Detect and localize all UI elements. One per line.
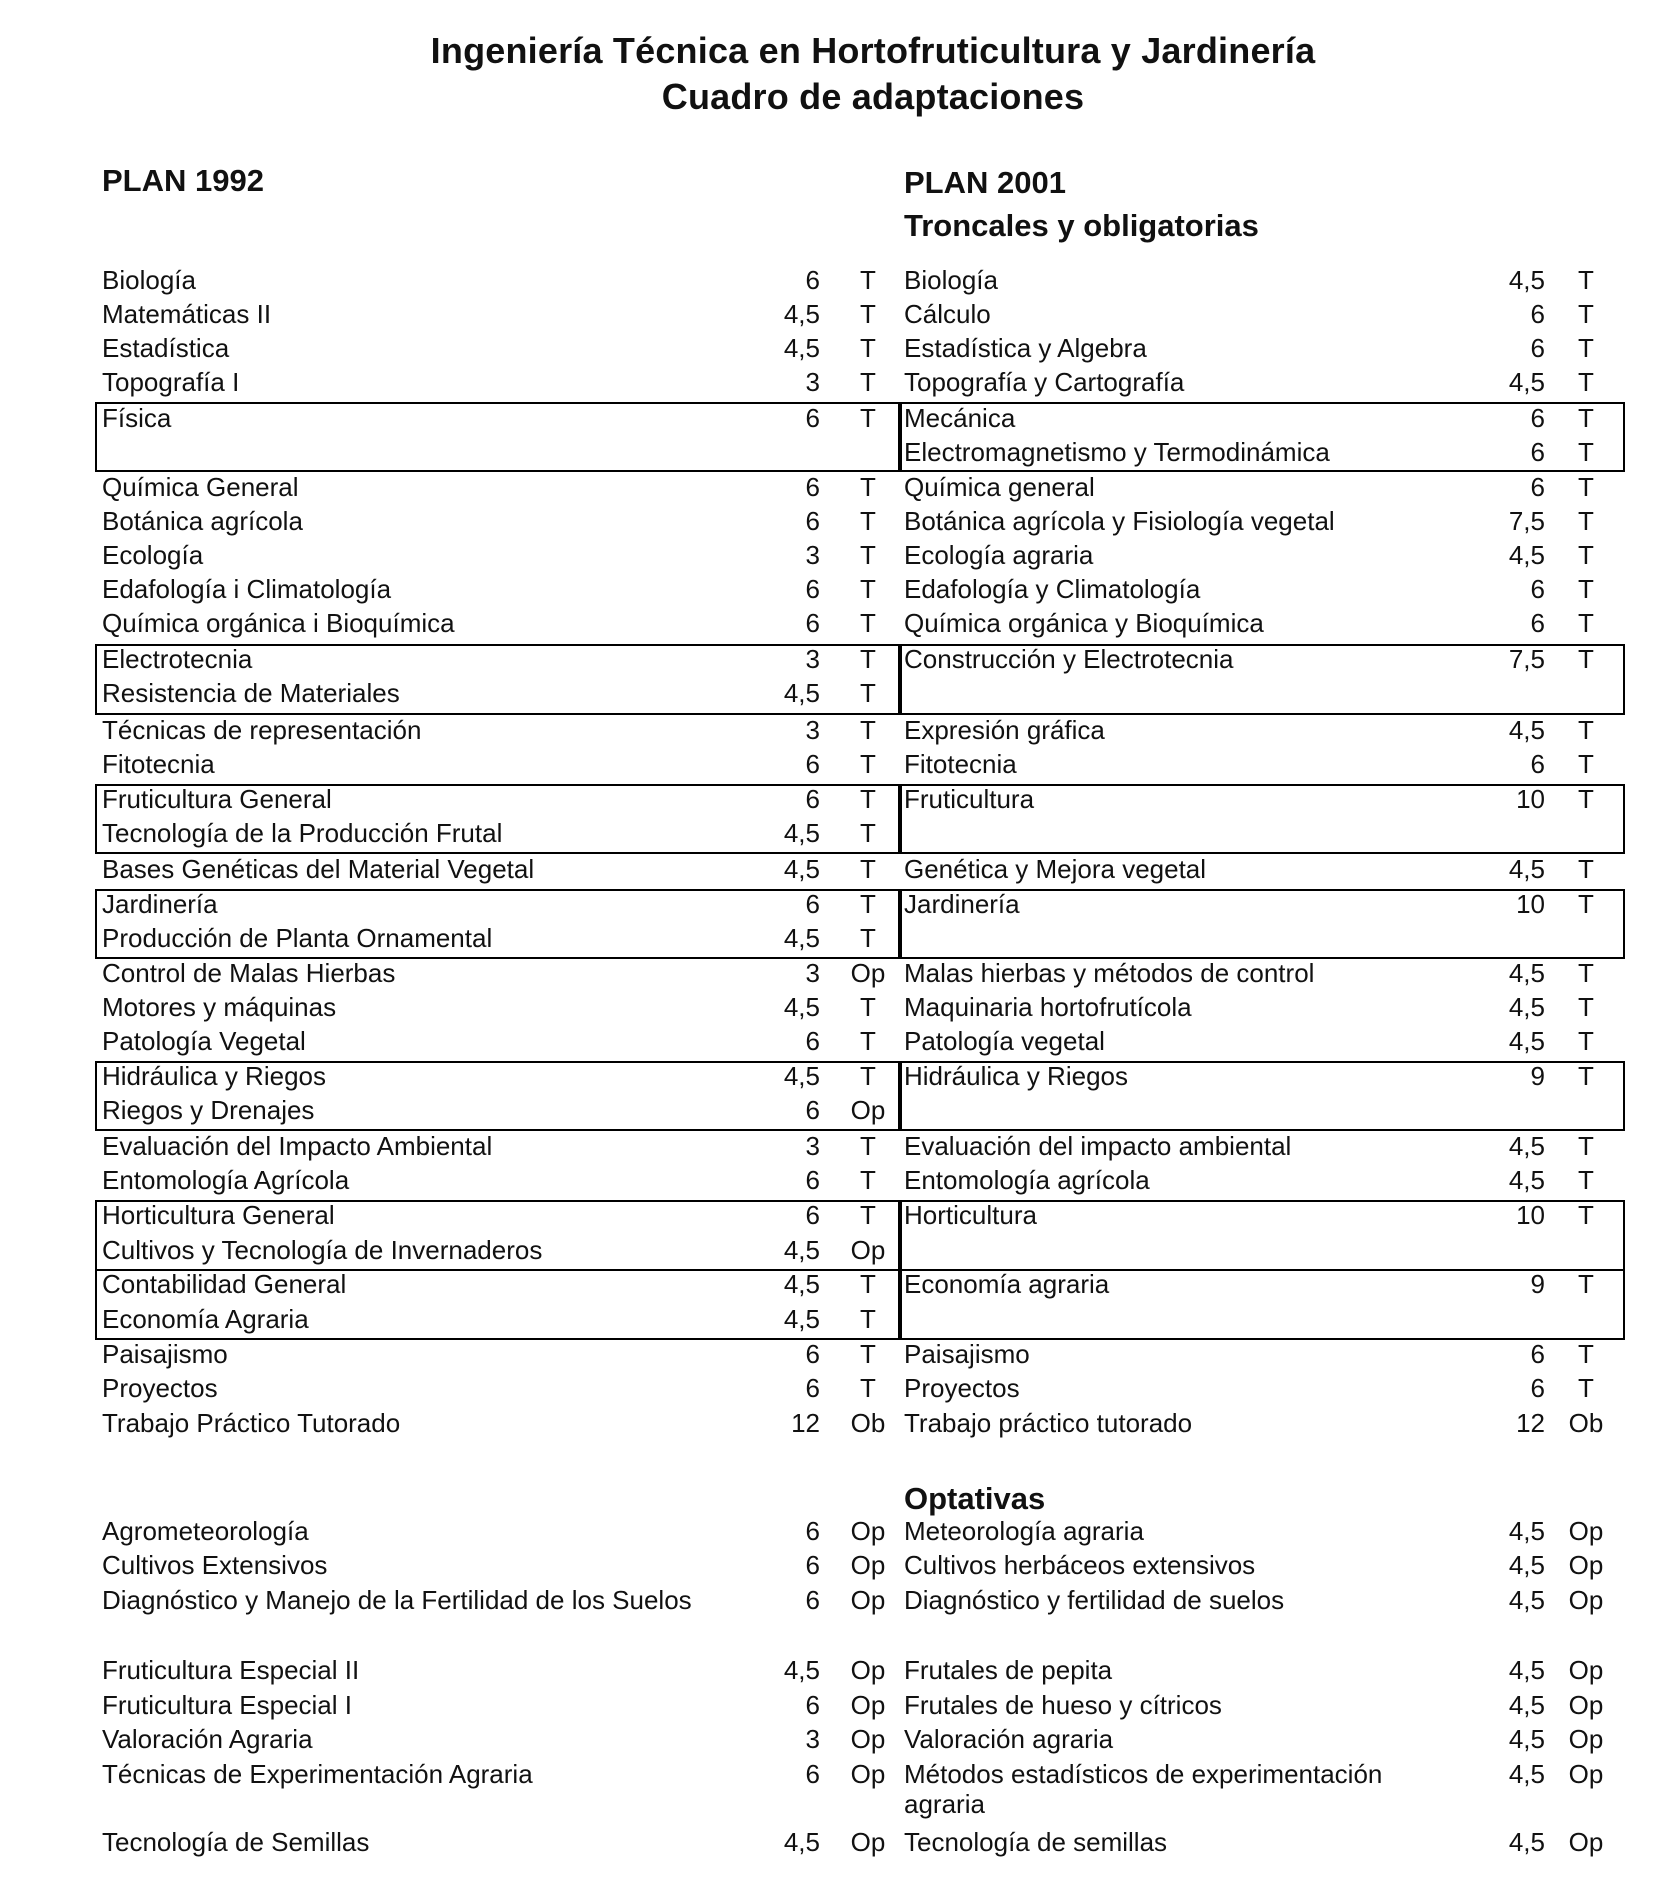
group-border xyxy=(95,889,900,959)
plan-2001-heading: PLAN 2001 xyxy=(904,165,1066,200)
plan1992-type: Op xyxy=(850,1724,886,1754)
group-border xyxy=(900,1269,1625,1340)
plan1992-credits: 3 xyxy=(805,1131,820,1161)
plan2001-type: T xyxy=(1578,854,1594,884)
optativas-row xyxy=(0,1724,1656,1758)
plan2001-type: T xyxy=(1578,1339,1594,1369)
document-title: Ingeniería Técnica en Hortofruticultura y Jardinería xyxy=(430,30,1316,71)
plan2001-type: T xyxy=(1578,299,1594,329)
plan2001-credits: 4,5 xyxy=(1508,1026,1545,1056)
plan2001-type: T xyxy=(1578,992,1594,1022)
optativas-heading: Optativas xyxy=(904,1481,1046,1516)
plan1992-subject: Cultivos y Tecnología de Invernaderos xyxy=(102,1235,543,1265)
optativas-row xyxy=(0,1759,1656,1819)
plan2001-credits: 6 xyxy=(1530,472,1545,502)
troncales-row xyxy=(0,715,1656,749)
plan1992-type: Ob xyxy=(850,1408,886,1438)
plan2001-credits: 4,5 xyxy=(1508,992,1545,1022)
plan2001-subject: Cultivos herbáceos extensivos xyxy=(904,1550,1256,1580)
plan1992-subject: Técnicas de Experimentación Agraria xyxy=(102,1759,533,1789)
plan2001-subject: Estadística y Algebra xyxy=(904,333,1147,363)
plan1992-subject: Fitotecnia xyxy=(102,749,215,779)
plan1992-subject: Física xyxy=(102,403,172,433)
plan2001-credits: 4,5 xyxy=(1508,1165,1545,1195)
plan1992-subject: Hidráulica y Riegos xyxy=(102,1061,326,1091)
plan1992-credits: 6 xyxy=(805,608,820,638)
plan2001-credits: 4,5 xyxy=(1508,265,1545,295)
plan1992-credits: 4,5 xyxy=(783,333,820,363)
plan1992-type: Op xyxy=(850,958,886,988)
troncales-row xyxy=(0,367,1656,401)
plan2001-subject: Genética y Mejora vegetal xyxy=(904,854,1207,884)
plan2001-subject: Química orgánica y Bioquímica xyxy=(904,608,1264,638)
plan1992-credits: 6 xyxy=(805,506,820,536)
plan1992-subject: Producción de Planta Ornamental xyxy=(102,923,493,953)
plan1992-subject: Cultivos Extensivos xyxy=(102,1550,328,1580)
plan1992-credits: 6 xyxy=(805,1550,820,1580)
plan2001-type: T xyxy=(1578,403,1594,433)
plan2001-subject: Maquinaria hortofrutícola xyxy=(904,992,1192,1022)
plan1992-type: T xyxy=(860,992,876,1022)
plan1992-type: T xyxy=(860,472,876,502)
plan2001-type: T xyxy=(1578,889,1594,919)
plan2001-subject: Frutales de hueso y cítricos xyxy=(904,1690,1222,1720)
plan1992-subject: Técnicas de representación xyxy=(102,715,422,745)
plan1992-credits: 6 xyxy=(805,784,820,814)
plan1992-credits: 6 xyxy=(805,889,820,919)
plan1992-credits: 6 xyxy=(805,1339,820,1369)
plan1992-credits: 3 xyxy=(805,367,820,397)
plan1992-type: T xyxy=(860,1026,876,1056)
plan1992-type: T xyxy=(860,367,876,397)
plan2001-type: Op xyxy=(1568,1516,1604,1546)
plan2001-type: T xyxy=(1578,574,1594,604)
plan1992-credits: 4,5 xyxy=(783,1235,820,1265)
troncales-row xyxy=(0,333,1656,367)
plan2001-type: T xyxy=(1578,715,1594,745)
plan1992-type: T xyxy=(860,1200,876,1230)
plan2001-credits: 4,5 xyxy=(1508,1759,1545,1789)
plan1992-subject: Resistencia de Materiales xyxy=(102,678,400,708)
plan2001-type: T xyxy=(1578,1165,1594,1195)
group-border xyxy=(900,889,1625,959)
plan2001-subject: Entomología agrícola xyxy=(904,1165,1150,1195)
plan2001-type: T xyxy=(1578,1269,1594,1299)
plan2001-subject: Fitotecnia xyxy=(904,749,1017,779)
plan1992-credits: 12 xyxy=(791,1408,820,1438)
plan1992-credits: 6 xyxy=(805,265,820,295)
plan1992-credits: 4,5 xyxy=(783,854,820,884)
plan2001-credits: 4,5 xyxy=(1508,1655,1545,1685)
plan2001-type: T xyxy=(1578,437,1594,467)
plan2001-type: T xyxy=(1578,333,1594,363)
plan2001-subject: Diagnóstico y fertilidad de suelos xyxy=(904,1585,1285,1615)
plan2001-subject: Horticultura xyxy=(904,1200,1037,1230)
plan2001-credits: 6 xyxy=(1530,437,1545,467)
plan2001-credits: 4,5 xyxy=(1508,958,1545,988)
plan1992-type: T xyxy=(860,299,876,329)
plan1992-subject: Ecología xyxy=(102,540,204,570)
plan1992-subject: Trabajo Práctico Tutorado xyxy=(102,1408,401,1438)
plan1992-subject: Botánica agrícola xyxy=(102,506,303,536)
plan2001-credits: 6 xyxy=(1530,403,1545,433)
plan2001-subject: Construcción y Electrotecnia xyxy=(904,644,1234,674)
plan1992-subject: Fruticultura Especial II xyxy=(102,1655,360,1685)
plan2001-credits: 10 xyxy=(1516,1200,1545,1230)
plan1992-type: T xyxy=(860,574,876,604)
group-border xyxy=(95,1200,900,1271)
troncales-row xyxy=(0,506,1656,540)
plan2001-credits: 4,5 xyxy=(1508,1585,1545,1615)
plan1992-subject: Tecnología de la Producción Frutal xyxy=(102,818,503,848)
plan1992-credits: 6 xyxy=(805,1026,820,1056)
plan2001-credits: 4,5 xyxy=(1508,1690,1545,1720)
plan1992-credits: 6 xyxy=(805,1165,820,1195)
plan1992-credits: 6 xyxy=(805,1095,820,1125)
plan1992-credits: 6 xyxy=(805,749,820,779)
plan1992-type: T xyxy=(860,818,876,848)
troncales-row xyxy=(0,540,1656,574)
plan2001-type: T xyxy=(1578,608,1594,638)
plan2001-type: T xyxy=(1578,1373,1594,1403)
plan1992-subject: Edafología i Climatología xyxy=(102,574,392,604)
plan1992-credits: 4,5 xyxy=(783,1655,820,1685)
plan1992-type: Op xyxy=(850,1516,886,1546)
plan1992-type: T xyxy=(860,644,876,674)
plan2001-subject: Hidráulica y Riegos xyxy=(904,1061,1128,1091)
optativas-row xyxy=(0,1585,1656,1619)
plan1992-subject: Entomología Agrícola xyxy=(102,1165,350,1195)
troncales-row xyxy=(0,608,1656,642)
plan2001-type: Op xyxy=(1568,1724,1604,1754)
plan1992-credits: 6 xyxy=(805,1759,820,1789)
plan2001-subject: Jardinería xyxy=(904,889,1020,919)
group-border xyxy=(900,1061,1625,1131)
plan1992-type: Op xyxy=(850,1690,886,1720)
plan1992-type: Op xyxy=(850,1759,886,1789)
troncales-row xyxy=(0,1165,1656,1199)
plan1992-subject: Fruticultura Especial I xyxy=(102,1690,352,1720)
plan2001-subject: Métodos estadísticos de experimentación agraria xyxy=(904,1759,1383,1819)
plan1992-type: T xyxy=(860,749,876,779)
plan1992-type: Op xyxy=(850,1655,886,1685)
plan2001-type: Op xyxy=(1568,1655,1604,1685)
plan2001-credits: 4,5 xyxy=(1508,367,1545,397)
plan1992-subject: Bases Genéticas del Material Vegetal xyxy=(102,854,535,884)
plan1992-credits: 4,5 xyxy=(783,923,820,953)
plan2001-credits: 4,5 xyxy=(1508,1827,1545,1857)
plan1992-subject: Evaluación del Impacto Ambiental xyxy=(102,1131,493,1161)
plan1992-subject: Fruticultura General xyxy=(102,784,332,814)
plan1992-subject: Riegos y Drenajes xyxy=(102,1095,315,1125)
plan2001-subject: Cálculo xyxy=(904,299,991,329)
plan2001-type: Op xyxy=(1568,1585,1604,1615)
plan1992-type: T xyxy=(860,506,876,536)
plan1992-type: T xyxy=(860,608,876,638)
plan2001-type: T xyxy=(1578,472,1594,502)
plan2001-credits: 12 xyxy=(1516,1408,1545,1438)
troncales-row xyxy=(0,992,1656,1026)
troncales-row xyxy=(0,574,1656,608)
plan2001-type: T xyxy=(1578,367,1594,397)
group-border xyxy=(900,402,1625,472)
plan2001-type: T xyxy=(1578,265,1594,295)
plan2001-credits: 9 xyxy=(1530,1269,1545,1299)
plan1992-subject: Patología Vegetal xyxy=(102,1026,306,1056)
plan2001-type: T xyxy=(1578,1061,1594,1091)
plan1992-credits: 3 xyxy=(805,715,820,745)
plan1992-type: Op xyxy=(850,1827,886,1857)
plan2001-type: T xyxy=(1578,644,1594,674)
plan1992-subject: Proyectos xyxy=(102,1373,218,1403)
plan2001-credits: 6 xyxy=(1530,749,1545,779)
plan2001-subject: Biología xyxy=(904,265,998,295)
plan2001-credits: 6 xyxy=(1530,574,1545,604)
plan1992-subject: Química orgánica i Bioquímica xyxy=(102,608,455,638)
plan2001-subject: Fruticultura xyxy=(904,784,1035,814)
plan1992-credits: 4,5 xyxy=(783,1827,820,1857)
plan2001-type: Op xyxy=(1568,1827,1604,1857)
plan1992-subject: Agrometeorología xyxy=(102,1516,309,1546)
group-border xyxy=(900,1200,1625,1271)
plan1992-type: T xyxy=(860,784,876,814)
plan1992-credits: 6 xyxy=(805,403,820,433)
plan1992-credits: 4,5 xyxy=(783,1061,820,1091)
group-border xyxy=(95,644,900,715)
troncales-row xyxy=(0,1131,1656,1165)
plan1992-type: Op xyxy=(850,1095,886,1125)
plan2001-subject: Edafología y Climatología xyxy=(904,574,1201,604)
plan1992-subject: Paisajismo xyxy=(102,1339,228,1369)
plan1992-subject: Matemáticas II xyxy=(102,299,272,329)
plan1992-subject: Estadística xyxy=(102,333,230,363)
plan2001-subject: Mecánica xyxy=(904,403,1016,433)
plan1992-credits: 4,5 xyxy=(783,1269,820,1299)
plan1992-type: T xyxy=(860,889,876,919)
plan1992-credits: 4,5 xyxy=(783,818,820,848)
troncales-row xyxy=(0,958,1656,992)
plan1992-credits: 6 xyxy=(805,472,820,502)
plan2001-type: Ob xyxy=(1568,1408,1604,1438)
plan2001-subject: Proyectos xyxy=(904,1373,1020,1403)
plan1992-credits: 3 xyxy=(805,540,820,570)
plan2001-subject: Tecnología de semillas xyxy=(904,1827,1168,1857)
plan1992-subject: Química General xyxy=(102,472,299,502)
plan2001-subject: Topografía y Cartografía xyxy=(904,367,1185,397)
group-border xyxy=(95,1061,900,1131)
plan1992-type: T xyxy=(860,1165,876,1195)
plan2001-type: T xyxy=(1578,784,1594,814)
plan1992-subject: Electrotecnia xyxy=(102,644,253,674)
plan1992-type: T xyxy=(860,403,876,433)
plan1992-subject: Valoración Agraria xyxy=(102,1724,313,1754)
plan2001-subject: Ecología agraria xyxy=(904,540,1094,570)
plan2001-credits: 4,5 xyxy=(1508,1131,1545,1161)
plan1992-type: T xyxy=(860,265,876,295)
plan2001-subject: Valoración agraria xyxy=(904,1724,1114,1754)
plan1992-credits: 4,5 xyxy=(783,992,820,1022)
plan-1992-heading: PLAN 1992 xyxy=(102,163,264,198)
plan1992-type: Op xyxy=(850,1550,886,1580)
plan2001-type: Op xyxy=(1568,1550,1604,1580)
plan1992-subject: Control de Malas Hierbas xyxy=(102,958,396,988)
plan1992-type: T xyxy=(860,715,876,745)
plan1992-credits: 4,5 xyxy=(783,299,820,329)
plan2001-credits: 6 xyxy=(1530,333,1545,363)
troncales-row xyxy=(0,1408,1656,1442)
plan2001-credits: 10 xyxy=(1516,889,1545,919)
plan2001-credits: 9 xyxy=(1530,1061,1545,1091)
plan2001-credits: 6 xyxy=(1530,1373,1545,1403)
plan1992-credits: 6 xyxy=(805,1373,820,1403)
plan1992-type: T xyxy=(860,540,876,570)
plan1992-credits: 6 xyxy=(805,1690,820,1720)
group-border xyxy=(95,1269,900,1340)
plan2001-subject: Malas hierbas y métodos de control xyxy=(904,958,1315,988)
troncales-row xyxy=(0,854,1656,888)
plan1992-type: Op xyxy=(850,1585,886,1615)
plan2001-subject: Economía agraria xyxy=(904,1269,1110,1299)
troncales-row xyxy=(0,265,1656,299)
plan1992-subject: Biología xyxy=(102,265,196,295)
plan2001-credits: 7,5 xyxy=(1508,644,1545,674)
plan2001-credits: 4,5 xyxy=(1508,715,1545,745)
plan2001-type: T xyxy=(1578,1200,1594,1230)
plan2001-subject: Trabajo práctico tutorado xyxy=(904,1408,1193,1438)
plan1992-subject: Motores y máquinas xyxy=(102,992,337,1022)
plan2001-credits: 4,5 xyxy=(1508,1550,1545,1580)
plan2001-credits: 10 xyxy=(1516,784,1545,814)
troncales-row xyxy=(0,1026,1656,1060)
plan2001-type: T xyxy=(1578,958,1594,988)
plan2001-subject: Frutales de pepita xyxy=(904,1655,1113,1685)
plan1992-type: Op xyxy=(850,1235,886,1265)
plan1992-type: T xyxy=(860,1131,876,1161)
plan1992-type: T xyxy=(860,333,876,363)
optativas-row xyxy=(0,1655,1656,1689)
plan1992-credits: 3 xyxy=(805,644,820,674)
troncales-row xyxy=(0,299,1656,333)
optativas-row xyxy=(0,1690,1656,1724)
plan1992-credits: 6 xyxy=(805,1585,820,1615)
plan1992-credits: 4,5 xyxy=(783,678,820,708)
troncales-row xyxy=(0,1339,1656,1373)
group-border xyxy=(900,784,1625,854)
plan2001-type: T xyxy=(1578,506,1594,536)
plan2001-subject: Meteorología agraria xyxy=(904,1516,1144,1546)
plan2001-subject: Expresión gráfica xyxy=(904,715,1105,745)
plan1992-subject: Tecnología de Semillas xyxy=(102,1827,370,1857)
troncales-row xyxy=(0,472,1656,506)
plan2001-credits: 4,5 xyxy=(1508,1724,1545,1754)
plan1992-type: T xyxy=(860,1304,876,1334)
plan2001-credits: 6 xyxy=(1530,299,1545,329)
plan2001-credits: 7,5 xyxy=(1508,506,1545,536)
plan1992-type: T xyxy=(860,1269,876,1299)
plan2001-subject: Botánica agrícola y Fisiología vegetal xyxy=(904,506,1335,536)
plan1992-credits: 6 xyxy=(805,1516,820,1546)
plan1992-credits: 3 xyxy=(805,958,820,988)
plan2001-type: Op xyxy=(1568,1759,1604,1789)
document-subtitle: Cuadro de adaptaciones xyxy=(661,76,1085,117)
plan2001-credits: 4,5 xyxy=(1508,540,1545,570)
plan2001-subject: Química general xyxy=(904,472,1095,502)
optativas-row xyxy=(0,1550,1656,1584)
plan1992-subject: Jardinería xyxy=(102,889,218,919)
plan1992-subject: Topografía I xyxy=(102,367,240,397)
plan2001-subject: Patología vegetal xyxy=(904,1026,1105,1056)
group-border xyxy=(900,644,1625,715)
plan1992-subject: Horticultura General xyxy=(102,1200,335,1230)
plan2001-credits: 4,5 xyxy=(1508,854,1545,884)
plan2001-type: T xyxy=(1578,1026,1594,1056)
plan1992-credits: 4,5 xyxy=(783,1304,820,1334)
plan1992-credits: 3 xyxy=(805,1724,820,1754)
plan1992-type: T xyxy=(860,1339,876,1369)
troncales-row xyxy=(0,749,1656,783)
plan1992-subject: Contabilidad General xyxy=(102,1269,347,1299)
plan1992-type: T xyxy=(860,1061,876,1091)
plan2001-credits: 4,5 xyxy=(1508,1516,1545,1546)
troncales-heading: Troncales y obligatorias xyxy=(904,208,1259,243)
plan1992-credits: 6 xyxy=(805,574,820,604)
plan2001-credits: 6 xyxy=(1530,1339,1545,1369)
plan2001-subject: Evaluación del impacto ambiental xyxy=(904,1131,1292,1161)
troncales-row xyxy=(0,1373,1656,1407)
optativas-row xyxy=(0,1516,1656,1550)
plan2001-subject: Electromagnetismo y Termodinámica xyxy=(904,437,1330,467)
plan1992-type: T xyxy=(860,854,876,884)
optativas-row xyxy=(0,1827,1656,1861)
plan1992-type: T xyxy=(860,923,876,953)
plan2001-type: T xyxy=(1578,749,1594,779)
plan2001-type: T xyxy=(1578,1131,1594,1161)
plan1992-subject: Economía Agraria xyxy=(102,1304,309,1334)
group-border xyxy=(95,402,900,472)
plan1992-subject: Diagnóstico y Manejo de la Fertilidad de los Suelos xyxy=(102,1585,692,1615)
plan1992-credits: 6 xyxy=(805,1200,820,1230)
plan2001-subject: Paisajismo xyxy=(904,1339,1030,1369)
plan2001-type: Op xyxy=(1568,1690,1604,1720)
plan1992-type: T xyxy=(860,1373,876,1403)
plan1992-type: T xyxy=(860,678,876,708)
plan2001-type: T xyxy=(1578,540,1594,570)
plan2001-credits: 6 xyxy=(1530,608,1545,638)
group-border xyxy=(95,784,900,854)
